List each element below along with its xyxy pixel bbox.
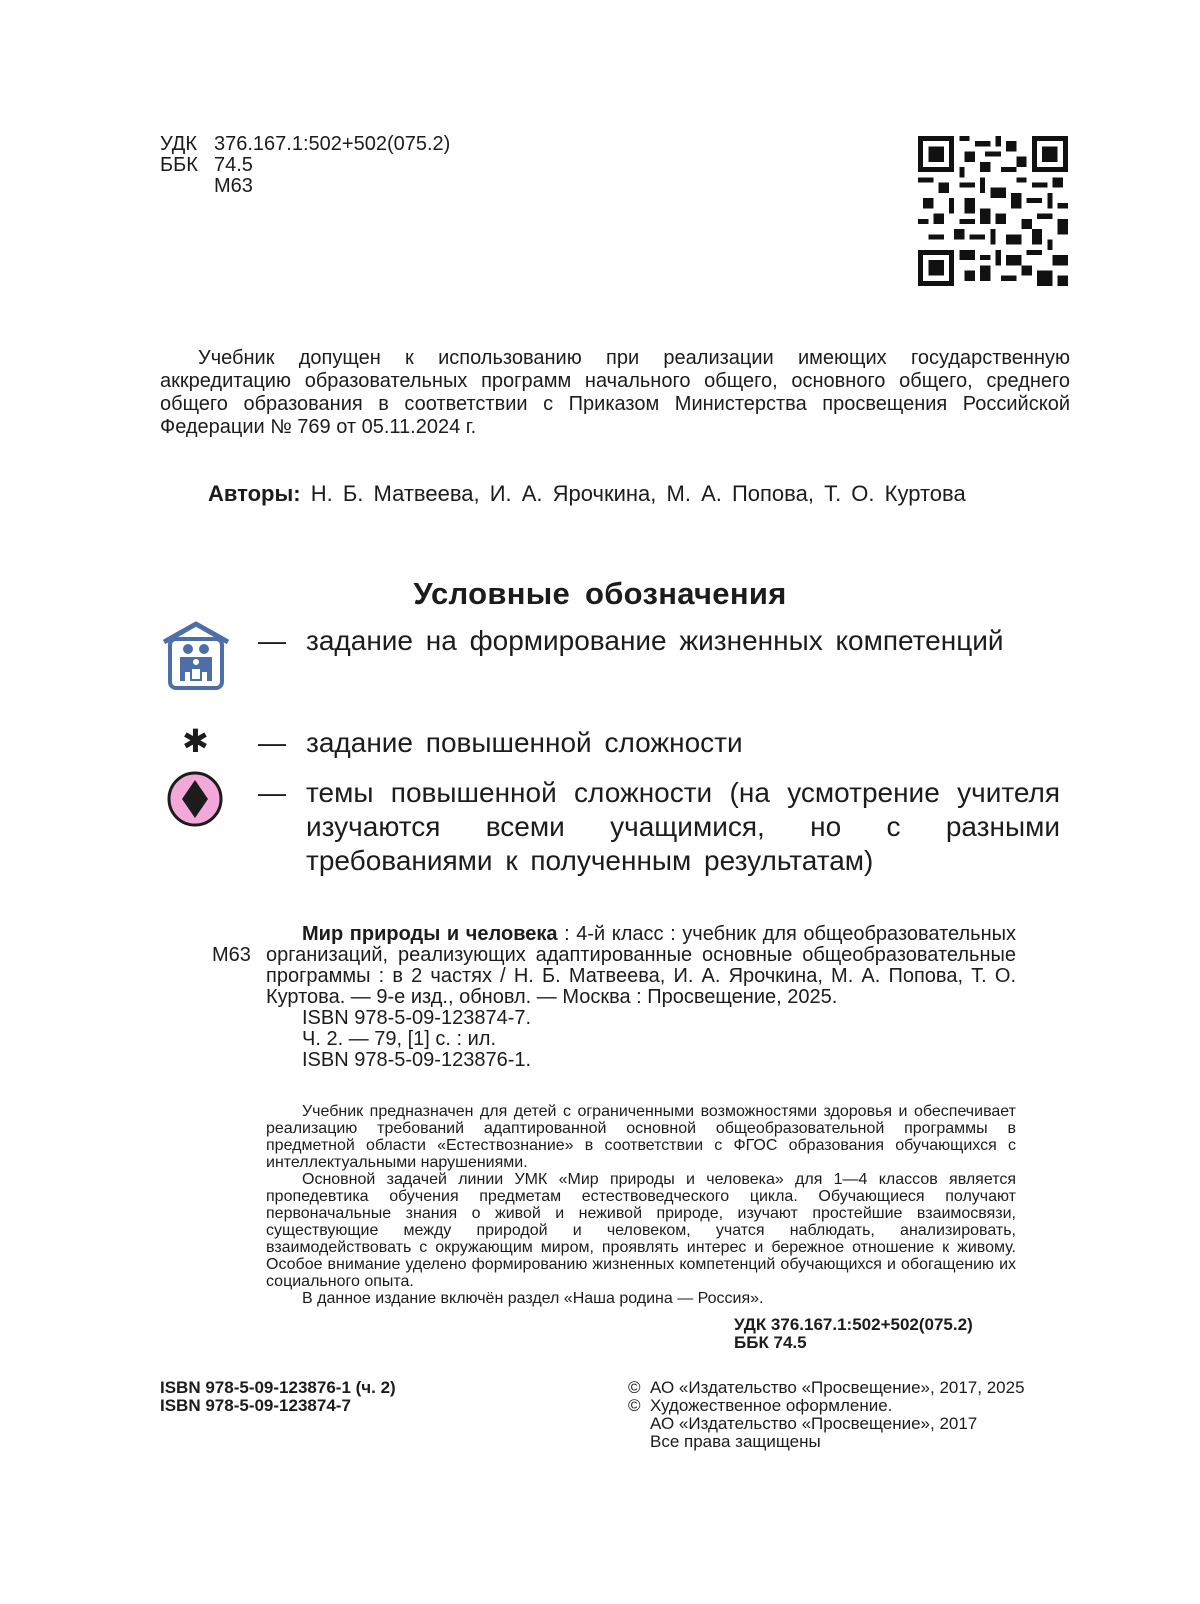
approval-text: Учебник допущен к использованию при реализации имеющих государственную аккредитацию образовательных программ начального общего, основного общего, среднего общего образования в соответствии с Приказом Министерства просвещения Российской Федерации № 769 от 05.11.2024 г. bbox=[160, 347, 1070, 438]
udk-footer-udk: УДК 376.167.1:502+502(075.2) bbox=[734, 1315, 973, 1334]
copyright-line: АО «Издательство «Просвещение», 2017 bbox=[650, 1414, 978, 1433]
udk-footer-bbk: ББК 74.5 bbox=[734, 1333, 807, 1352]
book-details: : 4-й класс : учебник для общеобразовательных организаций, реализующих адаптированные основные общеобразовательные программы : в 2 частях / Н. Б. Матвеева, И. А. Ярочкина, М. А. Попова, Т. О. Куртова. — 9-е изд., обновл. — Москва : Просвещение, 2025. bbox=[266, 923, 1016, 1008]
udk-value: 376.167.1:502+502(075.2) bbox=[214, 133, 451, 155]
annotation bbox=[266, 1103, 1016, 1307]
isbn-part: ISBN 978-5-09-123876-1. bbox=[302, 1049, 532, 1071]
asterisk-icon: ✱ bbox=[182, 723, 209, 759]
isbn-footer-line: ISBN 978-5-09-123874-7 bbox=[160, 1396, 351, 1415]
author-mark: М63 bbox=[214, 175, 253, 197]
isbn-footer bbox=[160, 1379, 396, 1415]
copyright-block bbox=[628, 1379, 1025, 1451]
legend-dash: — bbox=[258, 777, 286, 808]
qr-code-icon[interactable] bbox=[918, 136, 1068, 286]
legend-text: темы повышенной сложности (на усмотрение учителя изучаются всеми учащимися, но с разными требованиями к полученным результатам) bbox=[306, 777, 1060, 876]
copyright-symbol: © bbox=[628, 1396, 641, 1415]
authors-label: Авторы: bbox=[208, 481, 301, 506]
family-house-icon bbox=[160, 620, 232, 692]
approval-notice bbox=[160, 347, 1070, 439]
bbk-value: 74.5 bbox=[214, 154, 253, 176]
classification-block bbox=[160, 134, 450, 197]
isbn-footer-line: ISBN 978-5-09-123876-1 (ч. 2) bbox=[160, 1378, 396, 1397]
copyright-line: Все права защищены bbox=[650, 1432, 821, 1451]
bbk-label: ББК bbox=[160, 154, 198, 176]
bibliographic-record bbox=[160, 924, 1016, 1071]
book-title: Мир природы и человека bbox=[302, 923, 558, 945]
annotation-paragraph: В данное издание включён раздел «Наша родина — Россия». bbox=[302, 1290, 764, 1307]
biblio-description bbox=[266, 924, 1016, 1008]
legend-item-advanced-task bbox=[160, 723, 1060, 762]
udk-footer bbox=[734, 1316, 973, 1352]
diamond-circle-icon bbox=[166, 770, 224, 828]
legend-dash: — bbox=[258, 727, 286, 758]
isbn-set: ISBN 978-5-09-123874-7. bbox=[302, 1007, 532, 1029]
authors-line bbox=[208, 481, 966, 507]
copyright-line: Художественное оформление. bbox=[650, 1396, 893, 1415]
annotation-paragraph: Учебник предназначен для детей с ограниченными возможностями здоровья и обеспечивает реализацию требований адаптированной основной общеобразовательной программы в предметной области «Естествознание» в соответствии с ФГОС образования обучающихся с интеллектуальными нарушениями. bbox=[266, 1103, 1016, 1171]
authors-names: Н. Б. Матвеева, И. А. Ярочкина, М. А. Попова, Т. О. Куртова bbox=[310, 481, 966, 506]
legend-title: Условные обозначения bbox=[413, 576, 787, 611]
copyright-symbol: © bbox=[628, 1378, 641, 1397]
part-info: Ч. 2. — 79, [1] с. : ил. bbox=[302, 1028, 497, 1050]
biblio-mark: М63 bbox=[212, 944, 251, 966]
legend-text: задание повышенной сложности bbox=[306, 727, 743, 758]
legend-text: задание на формирование жизненных компетенций bbox=[306, 625, 1004, 656]
legend-item-life-skills bbox=[160, 624, 1060, 696]
legend-item-advanced-topic bbox=[160, 776, 1060, 880]
copyright-line: АО «Издательство «Просвещение», 2017, 2025 bbox=[650, 1378, 1025, 1397]
legend-dash: — bbox=[258, 625, 286, 656]
annotation-paragraph: Основной задачей линии УМК «Мир природы и человека» для 1—4 классов является пропедевтика обучения предметам естествоведческого цикла. Обучающиеся получают первоначальные знания о живой и неживой природе, изучают простейшие взаимосвязи, существующие между природой и человеком, учатся наблюдать, анализировать, взаимодействовать с окружающим миром, проявлять интерес и бережное отношение к живому. Особое внимание уделено формированию жизненных компетенций обучающихся и обогащению их социального опыта. bbox=[266, 1171, 1016, 1290]
udk-label: УДК bbox=[160, 133, 198, 155]
